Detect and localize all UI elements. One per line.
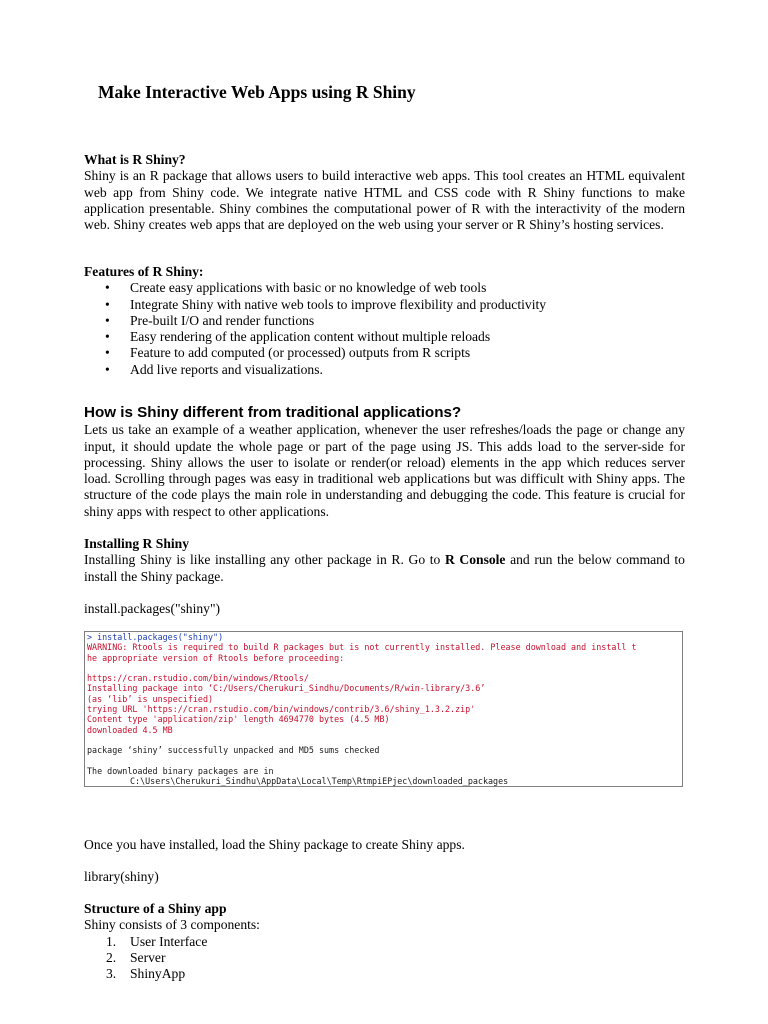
- list-item: • Pre-built I/O and render functions: [105, 312, 315, 328]
- what-is-heading: What is R Shiny?: [84, 152, 186, 167]
- console-line: [87, 735, 680, 745]
- console-line: (as ‘lib’ is unspecified): [87, 693, 214, 704]
- list-item: • Feature to add computed (or processed) outputs from R scripts: [105, 345, 471, 361]
- list-item: 2. Server: [106, 949, 166, 965]
- console-line: Installing package into ‘C:/Users/Cherukuri_Sindhu/Documents/R/win-library/3.6’: [87, 683, 486, 694]
- features-list: [84, 280, 685, 378]
- list-item: • Integrate Shiny with native web tools to improve flexibility and productivity: [105, 296, 547, 312]
- console-line: > install.packages("shiny"): [87, 632, 224, 642]
- install-command: install.packages("shiny"): [84, 601, 221, 616]
- console-line: C:\Users\Cherukuri_Sindhu\AppData\Local\Temp\RtmpiEPjec\downloaded_packages: [130, 776, 509, 787]
- bullet-icon: •: [105, 312, 110, 328]
- library-command: library(shiny): [84, 869, 159, 884]
- list-item: 1. User Interface: [106, 933, 208, 949]
- bullet-icon: •: [105, 280, 110, 296]
- difference-section: [84, 405, 685, 520]
- console-line: [87, 663, 680, 673]
- bullet-icon: •: [105, 296, 110, 312]
- r-console-screenshot: [84, 631, 683, 787]
- what-is-section: [84, 152, 685, 233]
- console-line: Content type 'application/zip' length 4694770 bytes (4.5 MB): [87, 714, 390, 725]
- console-line: he appropriate version of Rtools before proceeding:: [87, 652, 345, 663]
- list-item: • Create easy applications with basic or no knowledge of web tools: [105, 280, 487, 296]
- console-line: https://cran.rstudio.com/bin/windows/Rtools/: [87, 673, 309, 684]
- structure-heading: Structure of a Shiny app: [84, 901, 227, 916]
- r-console-label: R Console: [444, 552, 506, 568]
- features-heading: Features of R Shiny:: [84, 264, 204, 279]
- load-paragraph: Once you have installed, load the Shiny package to create Shiny apps.: [84, 837, 465, 852]
- console-line: [87, 756, 680, 766]
- list-item: • Add live reports and visualizations.: [105, 361, 323, 377]
- difference-paragraph: Lets us take an example of a weather application, whenever the user refreshes/loads the page or change any input, it should update the whole page or part of the page using JS. This adds load to the server-side for processing. Shiny allows the user to isolate or render(or reload) elements in the app which reduces server load. Scrolling through pages was easy in traditional web applications but was difficult with Shiny apps. The structure of the code plays the main role in understanding and debugging the code. This feature is crucial for shiny apps with respect to other applications.: [84, 422, 685, 519]
- structure-intro: Shiny consists of 3 components:: [84, 917, 260, 933]
- bullet-icon: •: [105, 361, 110, 377]
- difference-heading: How is Shiny different from traditional applications?: [84, 404, 462, 421]
- bullet-icon: •: [105, 329, 110, 345]
- what-is-paragraph: Shiny is an R package that allows users to build interactive web apps. This tool creates an HTML equivalent web app from Shiny code. We integrate native HTML and CSS code with R Shiny functions to make application presentable. Shiny combines the computational power of R with the interactivity of the modern web. Shiny creates web apps that are deployed on the web using your server or R Shiny’s hosting services.: [84, 168, 685, 233]
- structure-section: [84, 901, 685, 982]
- console-line: The downloaded binary packages are in: [87, 765, 274, 776]
- console-line: package ‘shiny’ successfully unpacked and MD5 sums checked: [87, 745, 380, 756]
- console-line: WARNING: Rtools is required to build R packages but is not currently installed. Please download and install t: [87, 642, 637, 653]
- installing-section: [84, 536, 685, 585]
- features-section: [84, 264, 685, 378]
- document-title: Make Interactive Web Apps using R Shiny: [98, 82, 416, 102]
- console-line: trying URL 'https://cran.rstudio.com/bin/windows/contrib/3.6/shiny_1.3.2.zip': [87, 704, 476, 715]
- components-list: [84, 934, 685, 983]
- bullet-icon: •: [105, 345, 110, 361]
- list-item: • Easy rendering of the application content without multiple reloads: [105, 329, 491, 345]
- list-item: 3. ShinyApp: [106, 966, 186, 982]
- installing-heading: Installing R Shiny: [84, 536, 190, 551]
- installing-paragraph: Installing Shiny is like installing any other package in R. Go to R Console and run the below command to install the Shiny package.: [84, 552, 685, 584]
- console-line: downloaded 4.5 MB: [87, 724, 173, 735]
